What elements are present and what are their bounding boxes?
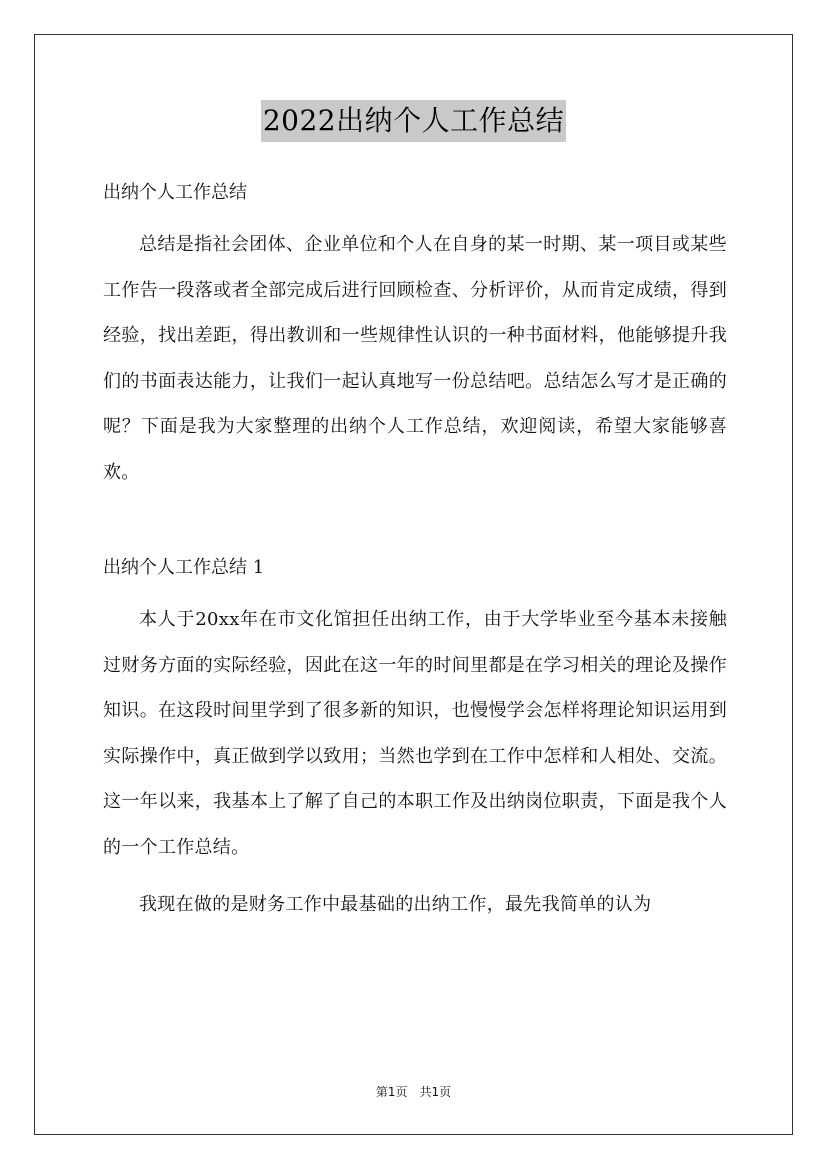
section-heading-intro: 出纳个人工作总结 (103, 182, 247, 203)
paragraph-1: 本人于20xx年在市文化馆担任出纳工作，由于大学毕业至今基本未接触过财务方面的实际经验，因此在这一年的时间里都是在学习相关的理论及操作知识。在这段时间里学到了很多新的知识，也慢慢学会怎样将理论知识运用到实际操作中，真正做到学以致用；当然也学到在工作中怎样和人相处、交流。这一年以来，我基本上了解了自己的本职工作及出纳岗位职责，下面是我个人的一个工作总结。 (103, 609, 727, 858)
section-heading-1: 出纳个人工作总结 1 (103, 557, 265, 578)
title-container (0, 100, 827, 142)
document-body (103, 170, 727, 928)
document-title: 2022出纳个人工作总结 (261, 100, 566, 142)
intro-paragraph: 总结是指社会团体、企业单位和个人在自身的某一时期、某一项目或某些工作告一段落或者全部完成后进行回顾检查、分析评价，从而肯定成绩，得到经验，找出差距，得出教训和一些规律性认识的一种书面材料，他能够提升我们的书面表达能力，让我们一起认真地写一份总结吧。总结怎么写才是正确的呢？下面是我为大家整理的出纳个人工作总结，欢迎阅读，希望大家能够喜欢。 (103, 234, 727, 483)
page-footer: 第1页 共1页 (375, 1085, 452, 1099)
paragraph-2: 我现在做的是财务工作中最基础的出纳工作，最先我简单的认为 (139, 894, 652, 915)
